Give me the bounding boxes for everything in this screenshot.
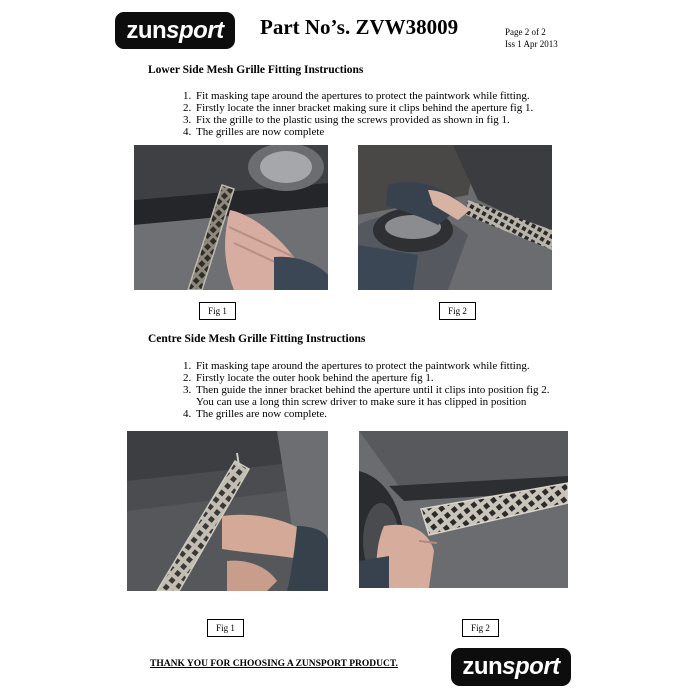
figure-label: Fig 2 (462, 619, 499, 637)
page-title: Part No’s. ZVW38009 (260, 15, 459, 39)
section1-steps (179, 90, 533, 138)
logo-text-zun: zun (462, 653, 503, 680)
figure-label: Fig 1 (199, 302, 236, 320)
zunsport-logo (115, 12, 235, 49)
issue-date: Iss 1 Apr 2013 (505, 39, 558, 49)
logo-text-sport: sport (502, 653, 560, 680)
section1-step: 1. Fit masking tape around the apertures to protect the paintwork while fitting. (194, 90, 533, 102)
page-info (505, 26, 558, 50)
section2-step: 1. Fit masking tape around the apertures to protect the paintwork while fitting. (194, 360, 549, 372)
section2-step-text: Then guide the inner bracket behind the aperture until it clips into position fig 2. (196, 384, 550, 396)
zunsport-logo (451, 648, 571, 686)
section2-step-continuation: You can use a long thin screw driver to make sure it has clipped in position (196, 396, 527, 408)
photo-centre-fig1 (127, 431, 328, 591)
thank-you-text: THANK YOU FOR CHOOSING A ZUNSPORT PRODUCT. (150, 659, 398, 669)
photo-lower-fig1 (134, 145, 328, 290)
section2-steps (179, 360, 549, 420)
figure-label: Fig 1 (207, 619, 244, 637)
figure-label: Fig 2 (439, 302, 476, 320)
section1-heading: Lower Side Mesh Grille Fitting Instructions (148, 64, 364, 76)
page-number: Page 2 of 2 (505, 27, 546, 37)
section2-step: 2. Firstly locate the outer hook behind the aperture fig 1. (194, 372, 549, 384)
section2-heading: Centre Side Mesh Grille Fitting Instructions (148, 333, 366, 345)
section1-step: 4. The grilles are now complete (194, 126, 533, 138)
photo-centre-fig2 (359, 431, 568, 588)
section1-step: 3. Fix the grille to the plastic using the screws provided as shown in fig 1. (194, 114, 533, 126)
section2-step: 4. The grilles are now complete. (194, 408, 549, 420)
section2-step (194, 384, 549, 408)
logo-text-sport: sport (166, 16, 224, 44)
photo-lower-fig2 (358, 145, 552, 290)
logo-text-zun: zun (126, 16, 167, 44)
section1-step: 2. Firstly locate the inner bracket making sure it clips behind the aperture fig 1. (194, 102, 533, 114)
